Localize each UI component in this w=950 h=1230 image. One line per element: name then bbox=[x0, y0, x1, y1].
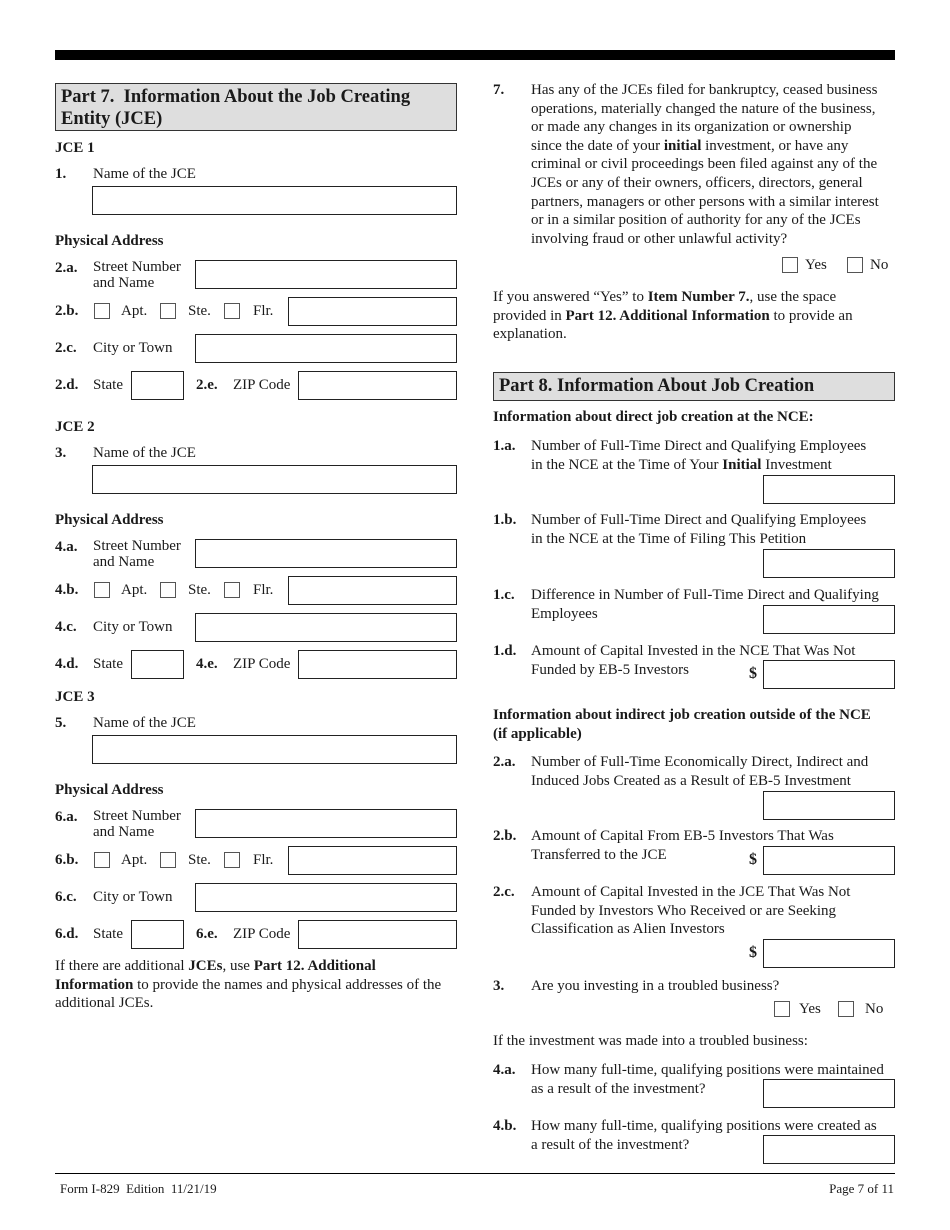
text-line bbox=[531, 118, 879, 137]
jce3-name-number: 5. bbox=[55, 715, 67, 731]
jce2-state-number: 4.d. bbox=[55, 656, 79, 672]
jce1-city-label: City or Town bbox=[93, 340, 173, 356]
text-line bbox=[55, 976, 441, 995]
text-line bbox=[531, 753, 868, 772]
jce3-flr-label: Flr. bbox=[253, 852, 274, 868]
jce2-name-number: 3. bbox=[55, 445, 67, 461]
text-segment: Number of Full-Time Direct and Qualifying Employees bbox=[531, 512, 867, 528]
text-segment: Number of Full-Time Direct and Qualifying Employees bbox=[531, 438, 867, 454]
jce3-city-label: City or Town bbox=[93, 889, 173, 905]
jce2-unit-input[interactable] bbox=[288, 576, 457, 605]
text-segment: since the date of your bbox=[531, 137, 664, 154]
text-segment: Initial bbox=[722, 456, 762, 473]
jce3-city-input[interactable] bbox=[195, 883, 457, 912]
jce3-zip-label: ZIP Code bbox=[233, 926, 291, 942]
text-segment: Difference in Number of Full-Time Direct and Qualifying bbox=[531, 587, 879, 603]
q2c-number: 2.c. bbox=[493, 884, 515, 900]
jce3-state-label: State bbox=[93, 926, 123, 942]
text-segment: Investment bbox=[761, 456, 832, 473]
text-line bbox=[531, 1117, 877, 1136]
text-line bbox=[531, 827, 834, 846]
jce3-name-input[interactable] bbox=[92, 735, 457, 764]
jce1-unit-number: 2.b. bbox=[55, 303, 79, 319]
jce2-city-input[interactable] bbox=[195, 613, 457, 642]
text-segment: How many full-time, qualifying positions were created as bbox=[531, 1118, 877, 1134]
q1b-input[interactable] bbox=[763, 549, 895, 578]
text-segment: investment, or have any bbox=[701, 137, 849, 154]
jce3-city-number: 6.c. bbox=[55, 889, 77, 905]
text-line bbox=[531, 920, 850, 939]
text-segment: operations, materially changed the nature of the business, bbox=[531, 100, 876, 117]
text-line bbox=[55, 994, 441, 1013]
jce1-flr-checkbox[interactable] bbox=[224, 303, 240, 319]
q1b-label bbox=[531, 511, 866, 548]
jce1-state-number: 2.d. bbox=[55, 377, 79, 393]
text-segment: or in a similar position of authority for any of the JCEs bbox=[531, 212, 861, 229]
text-line bbox=[493, 325, 853, 344]
q1a-label bbox=[531, 437, 866, 474]
text-segment: Amount of Capital Invested in the JCE That Was Not bbox=[531, 884, 851, 900]
q2a-number: 2.a. bbox=[493, 754, 516, 770]
text-segment: or made any changes in its organization or ownership bbox=[531, 119, 852, 136]
jce3-physical-address-heading: Physical Address bbox=[55, 782, 164, 798]
part8-header: Part 8. Information About Job Creation bbox=[493, 372, 895, 401]
text-segment: , use bbox=[222, 958, 254, 974]
jce3-apt-label: Apt. bbox=[121, 852, 148, 868]
text-segment: Part 12. Additional bbox=[253, 958, 376, 974]
jce3-unit-input[interactable] bbox=[288, 846, 457, 875]
jce3-state-number: 6.d. bbox=[55, 926, 79, 942]
jce3-state-input[interactable] bbox=[131, 920, 184, 949]
text-segment: to provide the names and physical addresses of the bbox=[133, 976, 442, 993]
text-segment: Funded by EB-5 Investors bbox=[531, 661, 689, 678]
direct-job-creation-heading: Information about direct job creation at the NCE: bbox=[493, 409, 814, 425]
jce1-physical-address-heading: Physical Address bbox=[55, 233, 164, 249]
text-line bbox=[493, 307, 853, 326]
jce2-apt-checkbox[interactable] bbox=[94, 582, 110, 598]
jce2-ste-checkbox[interactable] bbox=[160, 582, 176, 598]
text-segment: partners, managers or other persons with a similar interest bbox=[531, 193, 879, 210]
text-segment: Part 7. Information About the Job Creating bbox=[61, 87, 411, 107]
text-segment: Induced Jobs Created as a Result of EB-5 Investment bbox=[531, 772, 851, 789]
jce3-ste-label: Ste. bbox=[188, 852, 211, 868]
text-segment: involving fraud or other unlawful activity? bbox=[531, 230, 788, 247]
q3-number: 3. bbox=[493, 978, 505, 994]
q7-number: 7. bbox=[493, 82, 505, 98]
jce1-ste-label: Ste. bbox=[188, 303, 211, 319]
text-line bbox=[531, 81, 879, 100]
jce3-ste-checkbox[interactable] bbox=[160, 852, 176, 868]
q7-explanation-note bbox=[493, 288, 853, 344]
q2b-currency-symbol: $ bbox=[749, 851, 757, 868]
text-segment: Amount of Capital From EB-5 Investors That Was bbox=[531, 828, 834, 844]
jce3-street-label-2: and Name bbox=[93, 824, 155, 840]
q2b-number: 2.b. bbox=[493, 828, 517, 844]
text-segment: How many full-time, qualifying positions were maintained bbox=[531, 1062, 884, 1078]
indirect-job-creation-heading bbox=[493, 706, 871, 743]
jce2-street-input[interactable] bbox=[195, 539, 457, 568]
q2c-input[interactable] bbox=[763, 939, 895, 968]
jce3-name-label: Name of the JCE bbox=[93, 715, 196, 731]
text-line bbox=[493, 725, 871, 744]
q3-yes-checkbox[interactable] bbox=[774, 1001, 790, 1017]
text-line bbox=[493, 706, 871, 725]
part7-header bbox=[55, 83, 457, 131]
jce3-street-number: 6.a. bbox=[55, 809, 78, 825]
text-line bbox=[531, 902, 850, 921]
jce2-physical-address-heading: Physical Address bbox=[55, 512, 164, 528]
text-segment: Transferred to the JCE bbox=[531, 846, 667, 863]
footer-form-edition: Form I-829 Edition 11/21/19 bbox=[60, 1181, 217, 1196]
text-line bbox=[531, 230, 879, 249]
jce2-street-number: 4.a. bbox=[55, 539, 78, 555]
text-segment: as a result of the investment? bbox=[531, 1080, 706, 1097]
q7-text bbox=[531, 81, 879, 248]
jce1-street-label-1: Street Number bbox=[93, 259, 181, 275]
jce2-apt-label: Apt. bbox=[121, 582, 148, 598]
text-segment: in the NCE at the Time of Your bbox=[531, 456, 723, 473]
q2b-input[interactable] bbox=[763, 846, 895, 875]
jce2-flr-checkbox[interactable] bbox=[224, 582, 240, 598]
jce1-zip-number: 2.e. bbox=[196, 377, 218, 393]
q7-no-checkbox[interactable] bbox=[847, 257, 863, 273]
jce3-flr-checkbox[interactable] bbox=[224, 852, 240, 868]
jce1-city-input[interactable] bbox=[195, 334, 457, 363]
jce3-apt-checkbox[interactable] bbox=[94, 852, 110, 868]
q1d-input[interactable] bbox=[763, 660, 895, 689]
text-segment: If you answered “Yes” to bbox=[493, 289, 648, 305]
text-line bbox=[493, 288, 853, 307]
jce1-street-label-2: and Name bbox=[93, 275, 155, 291]
text-segment: Funded by Investors Who Received or are Seeking bbox=[531, 902, 837, 919]
q1d-currency-symbol: $ bbox=[749, 665, 757, 682]
jce3-zip-number: 6.e. bbox=[196, 926, 218, 942]
jce2-state-label: State bbox=[93, 656, 123, 672]
jce3-street-input[interactable] bbox=[195, 809, 457, 838]
q1d-number: 1.d. bbox=[493, 643, 517, 659]
top-rule bbox=[55, 50, 895, 60]
q3-no-checkbox[interactable] bbox=[838, 1001, 854, 1017]
q7-yes-checkbox[interactable] bbox=[782, 257, 798, 273]
jce2-heading: JCE 2 bbox=[55, 419, 95, 435]
jce2-street-label-1: Street Number bbox=[93, 538, 181, 554]
text-segment: a result of the investment? bbox=[531, 1136, 690, 1153]
text-line bbox=[531, 137, 879, 156]
q4b-input[interactable] bbox=[763, 1135, 895, 1164]
text-segment: additional JCEs. bbox=[55, 995, 154, 1012]
jce1-name-label: Name of the JCE bbox=[93, 166, 196, 182]
q7-yes-label: Yes bbox=[805, 257, 827, 273]
text-line bbox=[531, 772, 868, 791]
text-segment: Has any of the JCEs filed for bankruptcy, ceased business bbox=[531, 82, 878, 98]
text-line bbox=[531, 883, 850, 902]
jce2-unit-number: 4.b. bbox=[55, 582, 79, 598]
q4b-number: 4.b. bbox=[493, 1118, 517, 1134]
q1b-number: 1.b. bbox=[493, 512, 517, 528]
jce3-street-label-1: Street Number bbox=[93, 808, 181, 824]
jce2-zip-input[interactable] bbox=[298, 650, 457, 679]
text-line bbox=[531, 155, 879, 174]
jce2-state-input[interactable] bbox=[131, 650, 184, 679]
text-line bbox=[61, 86, 451, 108]
jce1-zip-input[interactable] bbox=[298, 371, 457, 400]
jce1-unit-input[interactable] bbox=[288, 297, 457, 326]
text-line bbox=[531, 456, 866, 475]
text-segment: Item Number 7. bbox=[647, 289, 750, 305]
jce1-heading: JCE 1 bbox=[55, 140, 95, 156]
text-line bbox=[531, 511, 866, 530]
text-segment: (if applicable) bbox=[493, 725, 582, 742]
q4a-number: 4.a. bbox=[493, 1062, 516, 1078]
q1a-input[interactable] bbox=[763, 475, 895, 504]
jce1-ste-checkbox[interactable] bbox=[160, 303, 176, 319]
text-segment: , use the space bbox=[749, 289, 837, 305]
jce2-zip-label: ZIP Code bbox=[233, 656, 291, 672]
text-segment: Number of Full-Time Economically Direct, Indirect and bbox=[531, 754, 869, 770]
text-segment: Information about indirect job creation outside of the NCE bbox=[493, 707, 871, 723]
footer-rule bbox=[55, 1173, 895, 1174]
jce1-street-number: 2.a. bbox=[55, 260, 78, 276]
jce1-name-input[interactable] bbox=[92, 186, 457, 215]
text-line bbox=[531, 437, 866, 456]
q3-yes-label: Yes bbox=[799, 1001, 821, 1017]
q7-no-label: No bbox=[870, 257, 889, 273]
jce1-flr-label: Flr. bbox=[253, 303, 274, 319]
troubled-business-intro: If the investment was made into a troubled business: bbox=[493, 1033, 808, 1049]
jce2-flr-label: Flr. bbox=[253, 582, 274, 598]
text-segment: provided in bbox=[493, 307, 566, 324]
jce1-name-number: 1. bbox=[55, 166, 67, 182]
jce1-zip-label: ZIP Code bbox=[233, 377, 291, 393]
text-segment: If there are additional bbox=[55, 958, 189, 974]
text-segment: JCEs bbox=[188, 958, 223, 974]
text-segment: criminal or civil proceedings been filed against any of the bbox=[531, 156, 878, 173]
text-line bbox=[531, 530, 866, 549]
q1a-number: 1.a. bbox=[493, 438, 516, 454]
additional-jces-note bbox=[55, 957, 441, 1013]
footer-page-number: Page 7 of 11 bbox=[829, 1181, 894, 1196]
q2c-currency-symbol: $ bbox=[749, 944, 757, 961]
text-line bbox=[531, 1061, 884, 1080]
jce2-city-number: 4.c. bbox=[55, 619, 77, 635]
text-segment: JCEs or any of their owners, officers, directors, general bbox=[531, 174, 863, 191]
text-segment: to provide an bbox=[769, 307, 853, 324]
jce1-state-input[interactable] bbox=[131, 371, 184, 400]
jce3-unit-number: 6.b. bbox=[55, 852, 79, 868]
jce1-city-number: 2.c. bbox=[55, 340, 77, 356]
jce3-heading: JCE 3 bbox=[55, 689, 95, 705]
text-segment: Entity (JCE) bbox=[61, 109, 163, 129]
text-line bbox=[531, 193, 879, 212]
text-line bbox=[531, 100, 879, 119]
jce2-zip-number: 4.e. bbox=[196, 656, 218, 672]
q2a-label bbox=[531, 753, 868, 790]
text-segment: explanation. bbox=[493, 326, 567, 343]
q4a-input[interactable] bbox=[763, 1079, 895, 1108]
jce1-state-label: State bbox=[93, 377, 123, 393]
jce2-name-label: Name of the JCE bbox=[93, 445, 196, 461]
q3-no-label: No bbox=[865, 1001, 884, 1017]
jce1-apt-label: Apt. bbox=[121, 303, 148, 319]
text-line bbox=[531, 586, 879, 605]
jce2-street-label-2: and Name bbox=[93, 554, 155, 570]
text-segment: Amount of Capital Invested in the NCE That Was Not bbox=[531, 643, 856, 659]
text-line bbox=[61, 108, 451, 130]
text-segment: Classification as Alien Investors bbox=[531, 921, 725, 938]
q1c-number: 1.c. bbox=[493, 587, 515, 603]
text-segment: Part 12. Additional Information bbox=[565, 307, 770, 324]
q2a-input[interactable] bbox=[763, 791, 895, 820]
jce1-apt-checkbox[interactable] bbox=[94, 303, 110, 319]
text-line bbox=[531, 211, 879, 230]
text-segment: Employees bbox=[531, 605, 598, 622]
q3-label: Are you investing in a troubled business? bbox=[531, 978, 780, 994]
q2c-label bbox=[531, 883, 850, 939]
jce2-name-input[interactable] bbox=[92, 465, 457, 494]
text-segment: Information bbox=[55, 976, 134, 993]
text-line bbox=[531, 642, 855, 661]
text-segment: in the NCE at the Time of Filing This Petition bbox=[531, 530, 807, 547]
jce2-ste-label: Ste. bbox=[188, 582, 211, 598]
jce1-street-input[interactable] bbox=[195, 260, 457, 289]
text-segment: initial bbox=[663, 137, 702, 154]
jce3-zip-input[interactable] bbox=[298, 920, 457, 949]
q1c-input[interactable] bbox=[763, 605, 895, 634]
jce2-city-label: City or Town bbox=[93, 619, 173, 635]
text-line bbox=[531, 174, 879, 193]
text-line bbox=[55, 957, 441, 976]
